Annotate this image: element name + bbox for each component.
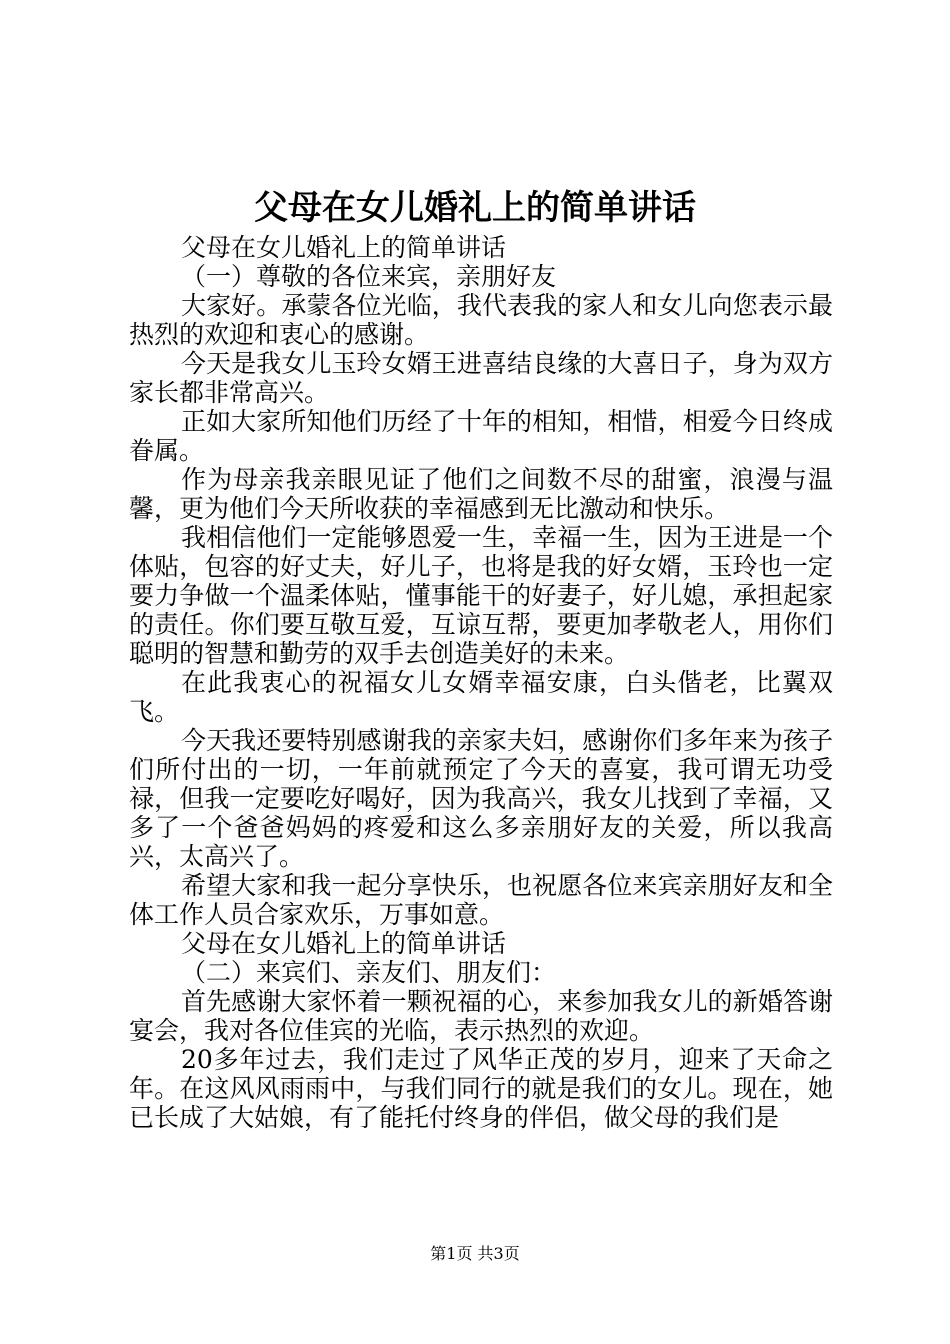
paragraph: 大家好。承蒙各位光临，我代表我的家人和女儿向您表示最热烈的欢迎和衷心的感谢。 bbox=[129, 291, 833, 349]
page-number-footer: 第1页 共3页 bbox=[430, 1244, 520, 1263]
paragraph-salutation-1: （一）尊敬的各位来宾，亲朋好友 bbox=[181, 262, 557, 291]
paragraph: 今天是我女儿玉玲女婿王进喜结良缘的大喜日子，身为双方家长都非常高兴。 bbox=[129, 349, 833, 407]
paragraph: 今天我还要特别感谢我的亲家夫妇，感谢你们多年来为孩子们所付出的一切，一年前就预定了今天的喜宴，我可谓无功受禄，但我一定要吃好喝好，因为我高兴，我女儿找到了幸福，又多了一个爸爸妈妈的疼爱和这么多亲朋好友的关爱，所以我高兴，太高兴了。 bbox=[129, 726, 833, 871]
paragraph-subtitle-1: 父母在女儿婚礼上的简单讲话 bbox=[181, 233, 507, 262]
document-body bbox=[129, 233, 833, 1132]
paragraph: 20多年过去，我们走过了风华正茂的岁月，迎来了天命之年。在这风风雨雨中，与我们同行的就是我们的女儿。现在，她已长成了大姑娘，有了能托付终身的伴侣，做父母的我们是 bbox=[129, 1045, 833, 1132]
paragraph-salutation-2: （二）来宾们、亲友们、朋友们： bbox=[181, 958, 557, 987]
paragraph: 在此我衷心的祝福女儿女婿幸福安康，白头偕老，比翼双飞。 bbox=[129, 668, 833, 726]
paragraph: 首先感谢大家怀着一颗祝福的心，来参加我女儿的新婚答谢宴会，我对各位佳宾的光临，表示热烈的欢迎。 bbox=[129, 987, 833, 1045]
paragraph-subtitle-2: 父母在女儿婚礼上的简单讲话 bbox=[181, 929, 507, 958]
paragraph: 希望大家和我一起分享快乐，也祝愿各位来宾亲朋好友和全体工作人员合家欢乐，万事如意。 bbox=[129, 871, 833, 929]
paragraph: 作为母亲我亲眼见证了他们之间数不尽的甜蜜，浪漫与温馨，更为他们今天所收获的幸福感到无比激动和快乐。 bbox=[129, 465, 833, 523]
document-title: 父母在女儿婚礼上的简单讲话 bbox=[254, 188, 696, 228]
paragraph: 我相信他们一定能够恩爱一生，幸福一生，因为王进是一个体贴，包容的好丈夫，好儿子，也将是我的好女婿，玉玲也一定要力争做一个温柔体贴，懂事能干的好妻子，好儿媳，承担起家的责任。你们要互敬互爱，互谅互帮，要更加孝敬老人，用你们聪明的智慧和勤劳的双手去创造美好的未来。 bbox=[129, 523, 833, 668]
paragraph: 正如大家所知他们历经了十年的相知，相惜，相爱今日终成眷属。 bbox=[129, 407, 833, 465]
